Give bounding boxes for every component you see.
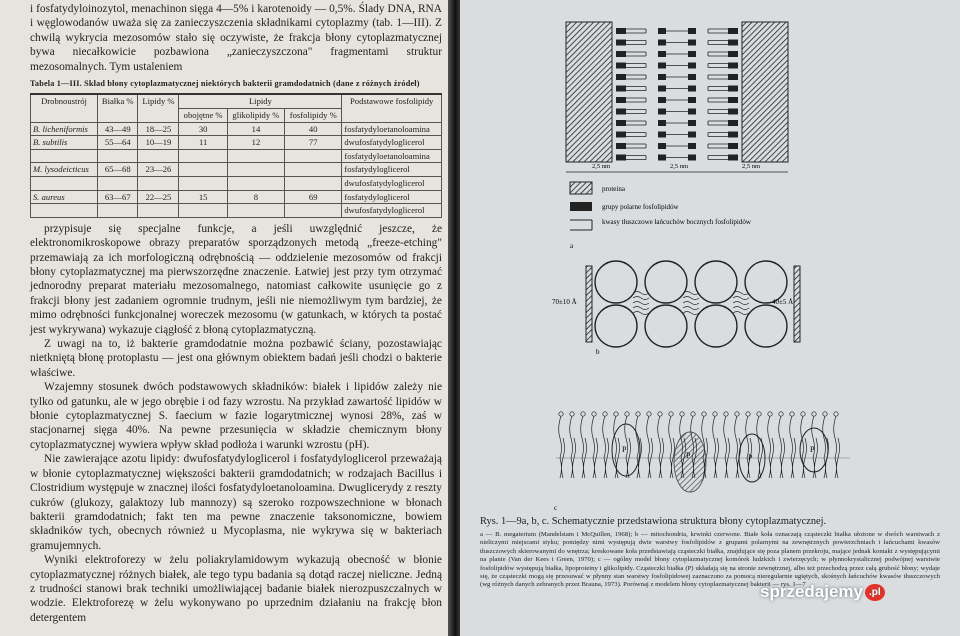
table-cell-lip: 23—26 <box>138 163 179 177</box>
label-c: c <box>554 504 558 512</box>
lipid-wave <box>683 302 699 305</box>
chain <box>669 416 675 458</box>
chain-head <box>636 412 640 416</box>
fatty-chain <box>626 98 646 102</box>
table-cell-lip: 22—25 <box>138 190 179 204</box>
lipid-wave <box>633 307 649 310</box>
fatty-chain <box>708 156 728 160</box>
protein-p-2-label: P <box>686 451 691 460</box>
fatty-chain <box>626 110 646 114</box>
chain <box>746 416 752 458</box>
table-cell-pho: 40 <box>285 122 342 136</box>
polar-head <box>728 74 738 80</box>
lipid-wave <box>683 307 699 310</box>
polar-head <box>688 28 696 34</box>
figure-caption <box>480 516 940 590</box>
polar-head <box>616 120 626 126</box>
fatty-chain <box>626 29 646 33</box>
right-page <box>460 0 960 636</box>
table-cell-prot <box>98 204 138 218</box>
polar-head <box>728 97 738 103</box>
table-cell-main: fosfatydyloglicerol <box>342 163 442 177</box>
chain <box>768 416 774 458</box>
chain <box>790 416 796 458</box>
chain <box>757 416 763 458</box>
chain <box>658 416 664 458</box>
chain <box>791 458 794 478</box>
fatty-chain <box>708 87 728 91</box>
lipid-wave <box>683 312 699 315</box>
polar-head <box>688 74 696 80</box>
chain <box>779 416 785 458</box>
chain-head <box>812 412 816 416</box>
table-cell-pho <box>285 163 342 177</box>
table-cell-pho: 69 <box>285 190 342 204</box>
table-cell-main: dwufosfatydyloglicerol <box>342 136 442 150</box>
table-cell-main: fosfatydyloetanoloamina <box>342 122 442 136</box>
chain <box>834 416 840 458</box>
chain-head <box>581 412 585 416</box>
chain-head <box>625 412 629 416</box>
protein-circle <box>595 305 637 347</box>
protein-layer-left <box>566 22 612 162</box>
polar-head <box>728 109 738 115</box>
chain-head <box>768 412 772 416</box>
table-cell-org: B. subtilis <box>31 136 98 150</box>
th-neutral: obojętne % <box>179 109 227 123</box>
polar-head <box>616 97 626 103</box>
chain-head <box>823 412 827 416</box>
fatty-chain <box>626 52 646 56</box>
table-cell-gly <box>227 149 284 163</box>
dim-40: 40±5 Å <box>772 298 794 306</box>
chain <box>659 458 662 478</box>
table-cell-org <box>31 177 98 191</box>
table-cell-gly: 12 <box>227 136 284 150</box>
polar-head <box>728 40 738 46</box>
chain <box>835 458 838 478</box>
paragraph-2: Z uwagi na to, iż bakterie gramdodatnie można pozbawić ściany, pozostawiając nietkniętą błonę protoplastu — jest ona głównym obiektem badań jeśli chodzi o bakterie właściwe. <box>30 338 442 379</box>
legend-protein: proteina <box>602 185 625 193</box>
legend-fatty: kwasy tłuszczowe łańcuchów bocznych fosfolipidów <box>602 218 751 226</box>
th-lipids-group: Lipidy <box>179 94 342 108</box>
fatty-chain <box>626 41 646 45</box>
chain-head <box>647 412 651 416</box>
table-row <box>31 122 442 136</box>
table-cell-pho: 77 <box>285 136 342 150</box>
table-cell-org <box>31 149 98 163</box>
edge-bar <box>586 266 592 342</box>
table-cell-prot <box>98 149 138 163</box>
table-cell-neut <box>179 163 227 177</box>
polar-head <box>616 109 626 115</box>
polar-head <box>728 28 738 34</box>
polar-head <box>616 63 626 69</box>
table-cell-neut: 30 <box>179 122 227 136</box>
chain-head <box>702 412 706 416</box>
chain <box>626 458 629 478</box>
table-row <box>31 136 442 150</box>
watermark-text: sprzedajemy <box>760 582 863 601</box>
table-cell-prot: 65—68 <box>98 163 138 177</box>
fatty-chain <box>708 144 728 148</box>
fatty-chain <box>708 41 728 45</box>
polar-head <box>616 155 626 161</box>
legend-polar: grupy polarne fosfolipidów <box>602 203 679 211</box>
polar-head <box>658 63 666 69</box>
table-row <box>31 204 442 218</box>
chain-head <box>603 412 607 416</box>
lipid-wave <box>733 292 749 295</box>
lipid-wave <box>733 312 749 315</box>
chain <box>582 458 585 478</box>
chain <box>670 458 673 478</box>
table-cell-lip: 10—19 <box>138 136 179 150</box>
fatty-chain <box>626 75 646 79</box>
chain-head <box>724 412 728 416</box>
lipid-wave <box>633 302 649 305</box>
composition-table <box>30 93 442 217</box>
th-proteins: Białka % <box>98 94 138 122</box>
lipid-wave <box>683 292 699 295</box>
table-cell-main: fosfatydyloglicerol <box>342 190 442 204</box>
polar-head <box>728 51 738 57</box>
table-cell-org <box>31 204 98 218</box>
th-phospholipids: fosfolipidy % <box>285 109 342 123</box>
fatty-chain <box>708 75 728 79</box>
label-b: b <box>596 348 600 356</box>
polar-head <box>658 40 666 46</box>
chain-head <box>746 412 750 416</box>
table-cell-lip <box>138 177 179 191</box>
lipid-wave <box>733 302 749 305</box>
polar-head <box>728 143 738 149</box>
lipid-wave <box>683 297 699 300</box>
lipid-wave <box>633 292 649 295</box>
table-row <box>31 149 442 163</box>
chain-head <box>658 412 662 416</box>
dim-label-3: 2,5 nm <box>742 163 761 170</box>
polar-head <box>728 86 738 92</box>
polar-head <box>616 74 626 80</box>
table-cell-gly <box>227 163 284 177</box>
polar-head <box>688 155 696 161</box>
polar-head <box>658 97 666 103</box>
chain-head <box>680 412 684 416</box>
table-cell-prot: 55—64 <box>98 136 138 150</box>
polar-head <box>658 155 666 161</box>
protein-circle <box>695 305 737 347</box>
polar-head <box>688 86 696 92</box>
table-cell-prot: 43—49 <box>98 122 138 136</box>
chain-head <box>779 412 783 416</box>
protein-circles <box>586 261 800 347</box>
fatty-chain <box>708 52 728 56</box>
chain <box>801 416 807 458</box>
fatty-chain <box>708 98 728 102</box>
th-organism: Drobnoustrój <box>31 94 98 122</box>
polar-head <box>616 40 626 46</box>
table-cell-neut <box>179 177 227 191</box>
membrane-figure <box>552 10 920 512</box>
chain-head <box>801 412 805 416</box>
polar-head <box>688 120 696 126</box>
chain <box>648 458 651 478</box>
caption-title: Rys. 1—9a, b, c. Schematycznie przedstawiona struktura błony cytoplazmatycznej. <box>480 516 827 527</box>
protein-circle <box>595 261 637 303</box>
lipid-wave <box>733 297 749 300</box>
polar-head <box>658 86 666 92</box>
chain-head <box>757 412 761 416</box>
fatty-chain <box>708 110 728 114</box>
caption-body: a — B. megaterium (Mandelstam i McQuillen, 1968); b — mitochondria, krwinki czerwone. Białe koła oznaczają cząsteczki białka ułożone w dwóch warstwach z nieliczymi miejscami styku; pomiędzy nimi występują dwie warstwy fosfolipidów z grupami polarnymi na zewnętrznych powierzchniach i łańcuchami kwasów tłuszczowych skierowanymi do wnętrza; kreskowane koła przedstawiają cząsteczki białka, znajdujące się poza planem przekroju, mające jednak kontakt z występującymi na planie (Van der Kees i Green, 1970); c — ogólny model błony cytoplazmatycznej komórek ludzkich i zwierzęcych; w płynnokrystalicznej podwójnej warstwie fosfolipidów występują białka, lipoproteiny i glikolipidy. Cząsteczki białka (P) układają się na stronie zewnętrznej, albo też przechodzą przez całą grubość błony; wydaje się, że cząsteczki mogą się przesuwać w płynny stan warstwy fosfolipidowej zaznaczono za pomocą nieregularnie ugiętych, skośnych łańcuchów kwasów tłuszczowych (wg różnych danych zebranych przez Brauna, 1973). Porównaj z modelem błony cytoplazmatycznej bakterii — rys. 1—7 <box>480 531 940 589</box>
chain-head <box>669 412 673 416</box>
fatty-chain <box>708 64 728 68</box>
chain <box>813 458 816 478</box>
polar-head <box>616 51 626 57</box>
table-cell-lip <box>138 149 179 163</box>
polar-head <box>688 97 696 103</box>
chain <box>714 458 717 478</box>
chain <box>780 458 783 478</box>
chain <box>560 458 563 478</box>
table-cell-neut: 15 <box>179 190 227 204</box>
label-a: a <box>570 242 574 250</box>
polar-head <box>728 120 738 126</box>
fatty-chain <box>626 87 646 91</box>
table-cell-gly: 8 <box>227 190 284 204</box>
chain <box>758 458 761 478</box>
legend-fatty-swatch <box>570 220 592 230</box>
diagram-b <box>552 261 800 356</box>
polar-head <box>688 109 696 115</box>
polar-head <box>616 86 626 92</box>
table-cell-main: dwufosfatydyloglicerol <box>342 177 442 191</box>
polar-head <box>688 143 696 149</box>
chain <box>559 416 565 458</box>
table-cell-lip <box>138 204 179 218</box>
chain <box>614 416 620 458</box>
polar-head <box>658 28 666 34</box>
paragraph-4: Nie zawierające azotu lipidy: dwufosfatydyloglicerol i fosfatydyloglicerol przeważają w błonie cytoplazmatycznej większości bakterii gramdodatnich; w rodzajach Bacillus i Clostridium występuje w znacznej ilości fosfatydyloetanoloamina. Dwuglicerydy z reszty cukrów (glukozy, galaktozy lub mannozy) są szeroko rozpowszechnione w błonach bakterii gramdodatnich; fakt ten ma pewne znaczenie taksonomiczne, bowiem składników tych, obecnych również u Mycoplasma, nie wykrywa się w bakteriach gramujemnych. <box>30 453 442 552</box>
protein-p-1-label: P <box>622 445 627 454</box>
legend-polar-swatch <box>570 202 592 211</box>
polar-head <box>658 51 666 57</box>
dim-label-2: 2,5 nm <box>670 163 689 170</box>
fatty-chain <box>708 29 728 33</box>
th-lipids: Lipidy % <box>138 94 179 122</box>
polar-head <box>616 132 626 138</box>
protein-p-3-label: P <box>748 453 753 462</box>
protein-circle <box>645 305 687 347</box>
chain <box>713 416 719 458</box>
polar-head <box>658 74 666 80</box>
fatty-chain <box>708 121 728 125</box>
diagram-a <box>566 22 788 250</box>
table-cell-neut <box>179 149 227 163</box>
table-cell-org: M. lysodeicticus <box>31 163 98 177</box>
polar-head <box>616 143 626 149</box>
protein-circle <box>695 261 737 303</box>
fatty-chain <box>626 144 646 148</box>
table-cell-gly: 14 <box>227 122 284 136</box>
chain-head <box>570 412 574 416</box>
chain-head <box>834 412 838 416</box>
table-cell-main: fosfatydyloetanoloamina <box>342 149 442 163</box>
protein-p-2 <box>674 432 706 492</box>
polar-head <box>658 143 666 149</box>
table-cell-pho <box>285 177 342 191</box>
watermark <box>760 582 885 602</box>
top-paragraph: i fosfatydyloinozytol, menachinon sięga 4—5% i karotenoidy — 0,5%. Ślady DNA, RNA i węglowodanów uważa się za zanieczyszczenia składnikami cytoplazmy (tab. 1—III). Z chwilą wykrycia mezosomów stało się oczywiste, że frakcja błony cytoplazmatycznej bywa niecałkowicie pozbawiona „zanieczyszczona" fragmentami struktur mezosomalnych. Tym ustaleniem <box>30 3 442 73</box>
protein-circle <box>745 261 787 303</box>
left-page <box>0 0 452 636</box>
polar-head <box>728 63 738 69</box>
chain <box>571 458 574 478</box>
table-cell-neut <box>179 204 227 218</box>
fatty-chain <box>626 133 646 137</box>
phospholipid-rows <box>616 28 738 161</box>
fatty-chain <box>626 64 646 68</box>
protein-layer-right <box>742 22 788 162</box>
paragraph-5: Wyniki elektroforezy w żelu poliakrylamidowym wykazują obecność w błonie cytoplazmatycznej różnych białek, ale tego typu badania są dotąd raczej nieliczne. Jedną z trudności stanowi brak techniki umożliwiającej badanie białek nierozpuszczalnych w wodzie. Elektroforezę w żelu wykonywano po uprzednim działaniu na frakcję błon detergentem <box>30 554 442 624</box>
polar-head <box>658 132 666 138</box>
table-cell-main: dwufosfatydyloglicerol <box>342 204 442 218</box>
table-cell-lip: 18—25 <box>138 122 179 136</box>
polar-head <box>616 28 626 34</box>
polar-head <box>688 132 696 138</box>
polar-head <box>728 155 738 161</box>
table-cell-prot: 63—67 <box>98 190 138 204</box>
lipid-wave <box>633 297 649 300</box>
chain <box>725 458 728 478</box>
table-cell-prot <box>98 177 138 191</box>
table-cell-org: S. aureus <box>31 190 98 204</box>
edge-bar <box>794 266 800 342</box>
chain <box>570 416 576 458</box>
chain-head <box>614 412 618 416</box>
table-cell-neut: 11 <box>179 136 227 150</box>
table-cell-pho <box>285 204 342 218</box>
polar-head <box>688 51 696 57</box>
chain <box>769 458 772 478</box>
chain <box>724 416 730 458</box>
dim-70: 70±10 Å <box>552 298 577 306</box>
chain <box>581 416 587 458</box>
chain <box>592 416 598 458</box>
polar-head <box>728 132 738 138</box>
polar-head <box>688 40 696 46</box>
chain-head <box>713 412 717 416</box>
table-cell-pho <box>285 149 342 163</box>
fatty-chain <box>626 121 646 125</box>
legend-protein-swatch <box>570 182 592 194</box>
chain-head <box>592 412 596 416</box>
left-text-column <box>30 2 442 625</box>
table-cell-gly <box>227 204 284 218</box>
polar-head <box>688 63 696 69</box>
table-cell-gly <box>227 177 284 191</box>
chain <box>802 458 805 478</box>
polar-head <box>658 109 666 115</box>
diagram-c <box>554 412 850 512</box>
chain <box>604 458 607 478</box>
chain-head <box>735 412 739 416</box>
chain <box>603 416 609 458</box>
fatty-chain <box>626 156 646 160</box>
chain-head <box>559 412 563 416</box>
polar-head <box>658 120 666 126</box>
chain-head <box>691 412 695 416</box>
protein-circle <box>645 261 687 303</box>
fatty-chain <box>708 133 728 137</box>
table-caption: Tabela 1—III. Skład błony cytoplazmatycznej niektórych bakterii gramdodatnich (dane z różnych źródeł) <box>30 79 420 89</box>
table-row <box>31 177 442 191</box>
lipid-wave <box>733 307 749 310</box>
paragraph-1: przypisuje się specjalne funkcje, a jeśli uwzględnić jeszcze, że elektronomikroskopowe obrazy preparatów sporządzonych metodą „freeze-etching" przemawiają za ich morfologiczną odrębnością — oddzielenie mezosomów od frakcji błony cytoplazmatycznej ma pierwszorzędne znaczenie. Łatwiej jest przy tym otrzymać jednorodny preparat materiału mezosomalnego, natomiast całkowite usunięcie go z frakcji błony jest zadaniem ogromnie trudnym, jeśli nie niemożliwym tym bardziej, że mimo odrębności funkcjonalnej woreczek mezosomu (w gatunkach, w których ta postać jest wykrywana) wykazuje ciągłość z błoną cytoplazmatyczną. <box>30 222 442 336</box>
watermark-badge: .pl <box>865 584 885 601</box>
chain <box>593 458 596 478</box>
th-main-phospholipids: Podstawowe fosfolipidy <box>342 94 442 122</box>
chain <box>736 458 739 478</box>
lipid-wave <box>633 312 649 315</box>
paragraph-3: Wzajemny stosunek dwóch podstawowych składników: białek i lipidów zależy nie tylko od gatunku, ale w jego obrębie i od fazy wzrostu. Na przykład zawartość lipidów w błonie cytoplazmatycznej S. faecium w fazie logarytmicznej wynosi 28%, zaś w stacjonarnej sięga 40%. Na pewne przesunięcia w składzie chemicznym błony cytoplazmatycznej wywiera wpływ skład podłoża i warunki wzrostu (pH). <box>30 381 442 451</box>
table-row <box>31 163 442 177</box>
protein-p-4-label: P <box>810 445 815 454</box>
table-cell-org: B. licheniformis <box>31 122 98 136</box>
protein-circle <box>745 305 787 347</box>
table-row <box>31 190 442 204</box>
dim-label-1: 2,5 nm <box>592 163 611 170</box>
chain <box>647 416 653 458</box>
chain-head <box>790 412 794 416</box>
th-glycolipids: glikolipidy % <box>227 109 284 123</box>
